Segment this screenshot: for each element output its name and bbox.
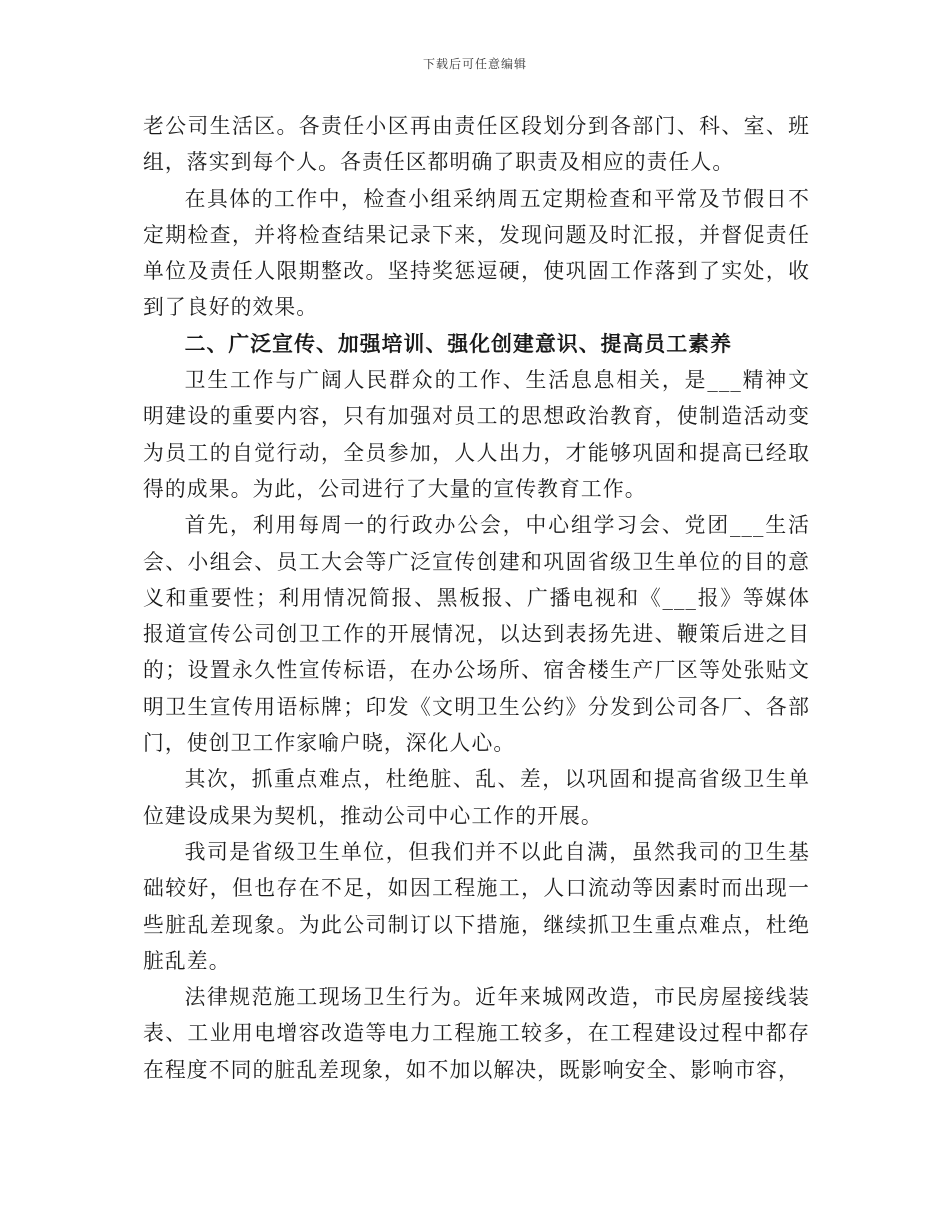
section-heading: 二、广泛宣传、加强培训、强化创建意识、提高员工素养 bbox=[184, 330, 733, 356]
paragraph-6: 我司是省级卫生单位，但我们并不以此自满，虽然我司的卫生基础较好，但也存在不足，如因工程施工，人口流动等因素时而出现一些脏乱差现象。为此公司制订以下措施，继续抓卫生重点难点，杜绝脏乱差。 bbox=[143, 839, 810, 973]
paragraph-1: 老公司生活区。各责任小区再由责任区段划分到各部门、科、室、班组，落实到每个人。各责任区都明确了职责及相应的责任人。 bbox=[143, 114, 810, 175]
paragraph-3: 卫生工作与广阔人民群众的工作、生活息息相关，是___精神文明建设的重要内容，只有加强对员工的思想政治教育，使制造活动变为员工的自觉行动，全员参加，人人出力，才能够巩固和提高已经取得的成果。为此，公司进行了大量的宣传教育工作。 bbox=[143, 368, 810, 501]
paragraph-5: 其次，抓重点难点，杜绝脏、乱、差，以巩固和提高省级卫生单位建设成果为契机，推动公司中心工作的开展。 bbox=[143, 767, 810, 828]
page-header: 下载后可任意编辑 bbox=[422, 57, 527, 71]
paragraph-4: 首先，利用每周一的行政办公会，中心组学习会、党团___生活会、小组会、员工大会等广泛宣传创建和巩固省级卫生单位的目的意义和重要性；利用情况简报、黑板报、广播电视和《___报》等媒体报道宣传公司创卫工作的开展情况，以达到表扬先进、鞭策后进之目的；设置永久性宣传标语，在办公场所、宿舍楼生产厂区等处张贴文明卫生宣传用语标牌；印发《文明卫生公约》分发到公司各厂、各部门，使创卫工作家喻户晓，深化人心。 bbox=[143, 513, 810, 756]
document-body bbox=[143, 108, 810, 1088]
paragraph-7: 法律规范施工现场卫生行为。近年来城网改造，市民房屋接线装表、工业用电增容改造等电力工程施工较多，在工程建设过程中都存在程度不同的脏乱差现象，如不加以解决，既影响安全、影响市容， bbox=[143, 985, 810, 1082]
paragraph-2: 在具体的工作中，检查小组采纳周五定期检查和平常及节假日不定期检查，并将检查结果记录下来，发现问题及时汇报，并督促责任单位及责任人限期整改。坚持奖惩逗硬，使巩固工作落到了实处，收到了良好的效果。 bbox=[143, 186, 810, 320]
